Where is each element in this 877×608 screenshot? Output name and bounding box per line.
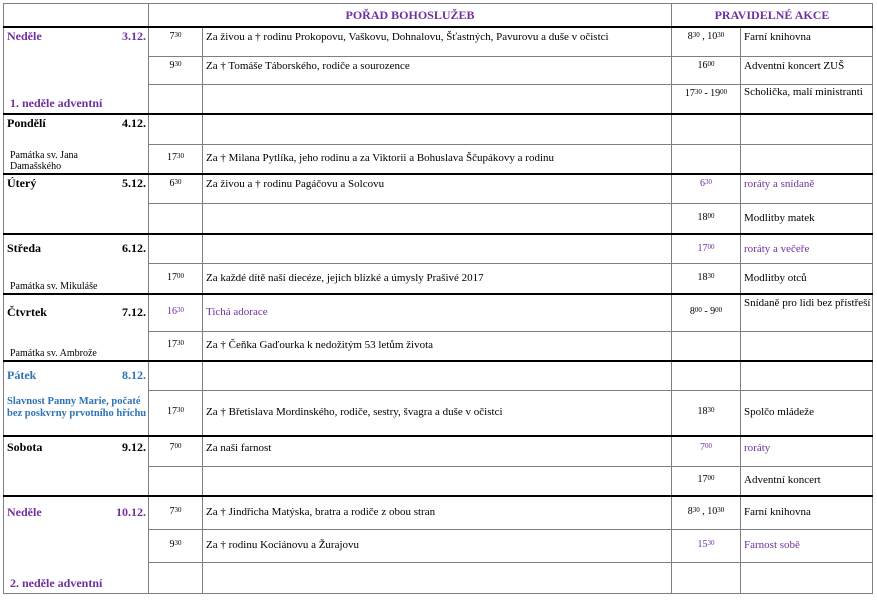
- table-row: [4, 174, 873, 203]
- service-time: [149, 562, 203, 593]
- event-time: $8^{00} - 9^{00}$: [672, 294, 741, 331]
- day-cell: [4, 496, 149, 593]
- table-row: [4, 361, 873, 391]
- service-time: $7^{30}$: [149, 496, 203, 529]
- service-text: [203, 114, 672, 144]
- table-row: [4, 436, 873, 466]
- event-text: Farní knihovna: [741, 27, 873, 56]
- event-text: roráty: [741, 436, 873, 466]
- service-time: $7^{30}$: [149, 27, 203, 56]
- event-text: [741, 331, 873, 361]
- service-time: $17^{30}$: [149, 144, 203, 174]
- table-row: [4, 234, 873, 263]
- event-text: [741, 562, 873, 593]
- service-text: Za živou a † rodinu Pagáčovu a Solcovu: [203, 174, 672, 203]
- service-text: [203, 84, 672, 114]
- header-events: PRAVIDELNÉ AKCE: [672, 4, 873, 28]
- service-time: $17^{30}$: [149, 391, 203, 436]
- event-text: roráty a večeře: [741, 234, 873, 263]
- day-name: Úterý: [7, 176, 37, 190]
- event-time: $8^{30}$ , $10^{30}$: [672, 496, 741, 529]
- event-time: $7^{00}$: [672, 436, 741, 466]
- service-text: Za † Čeňka Gaďourka k nedožitým 53 letům života: [203, 331, 672, 361]
- day-note: 1. neděle adventní: [10, 96, 103, 110]
- service-time: $6^{30}$: [149, 174, 203, 203]
- day-date: 4.12.: [122, 116, 146, 130]
- event-time: $6^{30}$: [672, 174, 741, 203]
- event-time: $18^{00}$: [672, 203, 741, 234]
- day-name: Čtvrtek: [7, 305, 47, 319]
- service-time: $9^{30}$: [149, 56, 203, 84]
- header-row: [4, 4, 873, 28]
- day-name: Pátek: [7, 368, 37, 382]
- service-text: Za naši farnost: [203, 436, 672, 466]
- day-date: 10.12.: [116, 505, 146, 519]
- service-time: [149, 361, 203, 391]
- day-note: 2. neděle adventní: [10, 576, 103, 590]
- event-time: [672, 562, 741, 593]
- event-text: [741, 114, 873, 144]
- day-cell: [4, 436, 149, 496]
- day-note: Slavnost Panny Marie, počaté bez poskvrny prvotního hříchu: [7, 396, 147, 419]
- event-text: Modlitby otců: [741, 263, 873, 294]
- event-time: $17^{30} - 19^{00}$: [672, 84, 741, 114]
- service-text: [203, 203, 672, 234]
- day-date: 5.12.: [122, 176, 146, 190]
- day-note: Památka sv. Ambrože: [10, 348, 97, 359]
- event-text: [741, 361, 873, 391]
- event-time: [672, 144, 741, 174]
- event-time: $15^{30}$: [672, 529, 741, 562]
- table-row: [4, 294, 873, 331]
- table-row: [4, 27, 873, 56]
- day-name: Středa: [7, 241, 41, 255]
- day-note: Památka sv. Mikuláše: [10, 281, 98, 292]
- service-text: Za † Tomáše Táborského, rodiče a sourozence: [203, 56, 672, 84]
- event-time: $17^{00}$: [672, 234, 741, 263]
- day-cell: [4, 174, 149, 234]
- day-cell: [4, 114, 149, 174]
- event-time: $16^{00}$: [672, 56, 741, 84]
- table-row: [4, 496, 873, 529]
- event-time: [672, 361, 741, 391]
- day-cell: [4, 294, 149, 361]
- day-cell: [4, 234, 149, 294]
- event-time: $17^{00}$: [672, 466, 741, 496]
- event-text: Adventní koncert ZUŠ: [741, 56, 873, 84]
- service-text: [203, 234, 672, 263]
- service-text: [203, 562, 672, 593]
- day-date: 7.12.: [122, 305, 146, 319]
- header-services: POŘAD BOHOSLUŽEB: [149, 4, 672, 28]
- schedule-table: [3, 3, 873, 594]
- service-text: Za † Jindřicha Matýska, bratra a rodiče z obou stran: [203, 496, 672, 529]
- header-empty: [4, 4, 149, 28]
- service-text: Za živou a † rodinu Prokopovu, Vaškovu, Dohnalovu, Šťastných, Pavurovu a duše v očistci: [203, 27, 672, 56]
- service-time: $7^{00}$: [149, 436, 203, 466]
- day-date: 3.12.: [122, 29, 146, 43]
- service-time: $17^{30}$: [149, 331, 203, 361]
- day-date: 9.12.: [122, 440, 146, 454]
- event-text: Spolčo mládeže: [741, 391, 873, 436]
- day-name: Pondělí: [7, 116, 46, 130]
- service-time: $17^{00}$: [149, 263, 203, 294]
- event-time: $8^{30}$ , $10^{30}$: [672, 27, 741, 56]
- service-text: Za † Břetislava Mordinského, rodiče, sestry, švagra a duše v očistci: [203, 391, 672, 436]
- event-time: $18^{30}$: [672, 391, 741, 436]
- event-text: Adventní koncert: [741, 466, 873, 496]
- day-note: Památka sv. Jana Damašského: [10, 150, 78, 172]
- service-text: Za † Milana Pytlíka, jeho rodinu a za Viktorii a Bohuslava Ščupákovy a rodinu: [203, 144, 672, 174]
- service-text: Za každé dítě naší diecéze, jejich blízké a úmysly Prašivé 2017: [203, 263, 672, 294]
- day-date: 8.12.: [122, 368, 146, 382]
- table-row: [4, 114, 873, 144]
- service-time: [149, 203, 203, 234]
- day-cell: [4, 27, 149, 114]
- service-time: $9^{30}$: [149, 529, 203, 562]
- day-name: Neděle: [7, 29, 42, 43]
- service-time: [149, 234, 203, 263]
- event-time: [672, 114, 741, 144]
- event-text: Farnost sobě: [741, 529, 873, 562]
- service-time: [149, 84, 203, 114]
- service-time: [149, 114, 203, 144]
- event-time: $18^{30}$: [672, 263, 741, 294]
- event-text: Snídaně pro lidi bez přístřeší: [741, 294, 873, 331]
- event-text: [741, 144, 873, 174]
- service-text: Tichá adorace: [203, 294, 672, 331]
- event-text: Farní knihovna: [741, 496, 873, 529]
- day-name: Sobota: [7, 440, 43, 454]
- day-name: Neděle: [7, 505, 42, 519]
- day-date: 6.12.: [122, 241, 146, 255]
- service-text: Za † rodinu Kociánovu a Žurajovu: [203, 529, 672, 562]
- service-time: [149, 466, 203, 496]
- service-text: [203, 361, 672, 391]
- event-text: Modlitby matek: [741, 203, 873, 234]
- service-time: $16^{30}$: [149, 294, 203, 331]
- event-text: Scholička, malí ministranti: [741, 84, 873, 114]
- event-text: roráty a snídaně: [741, 174, 873, 203]
- day-cell: [4, 361, 149, 436]
- event-time: [672, 331, 741, 361]
- service-text: [203, 466, 672, 496]
